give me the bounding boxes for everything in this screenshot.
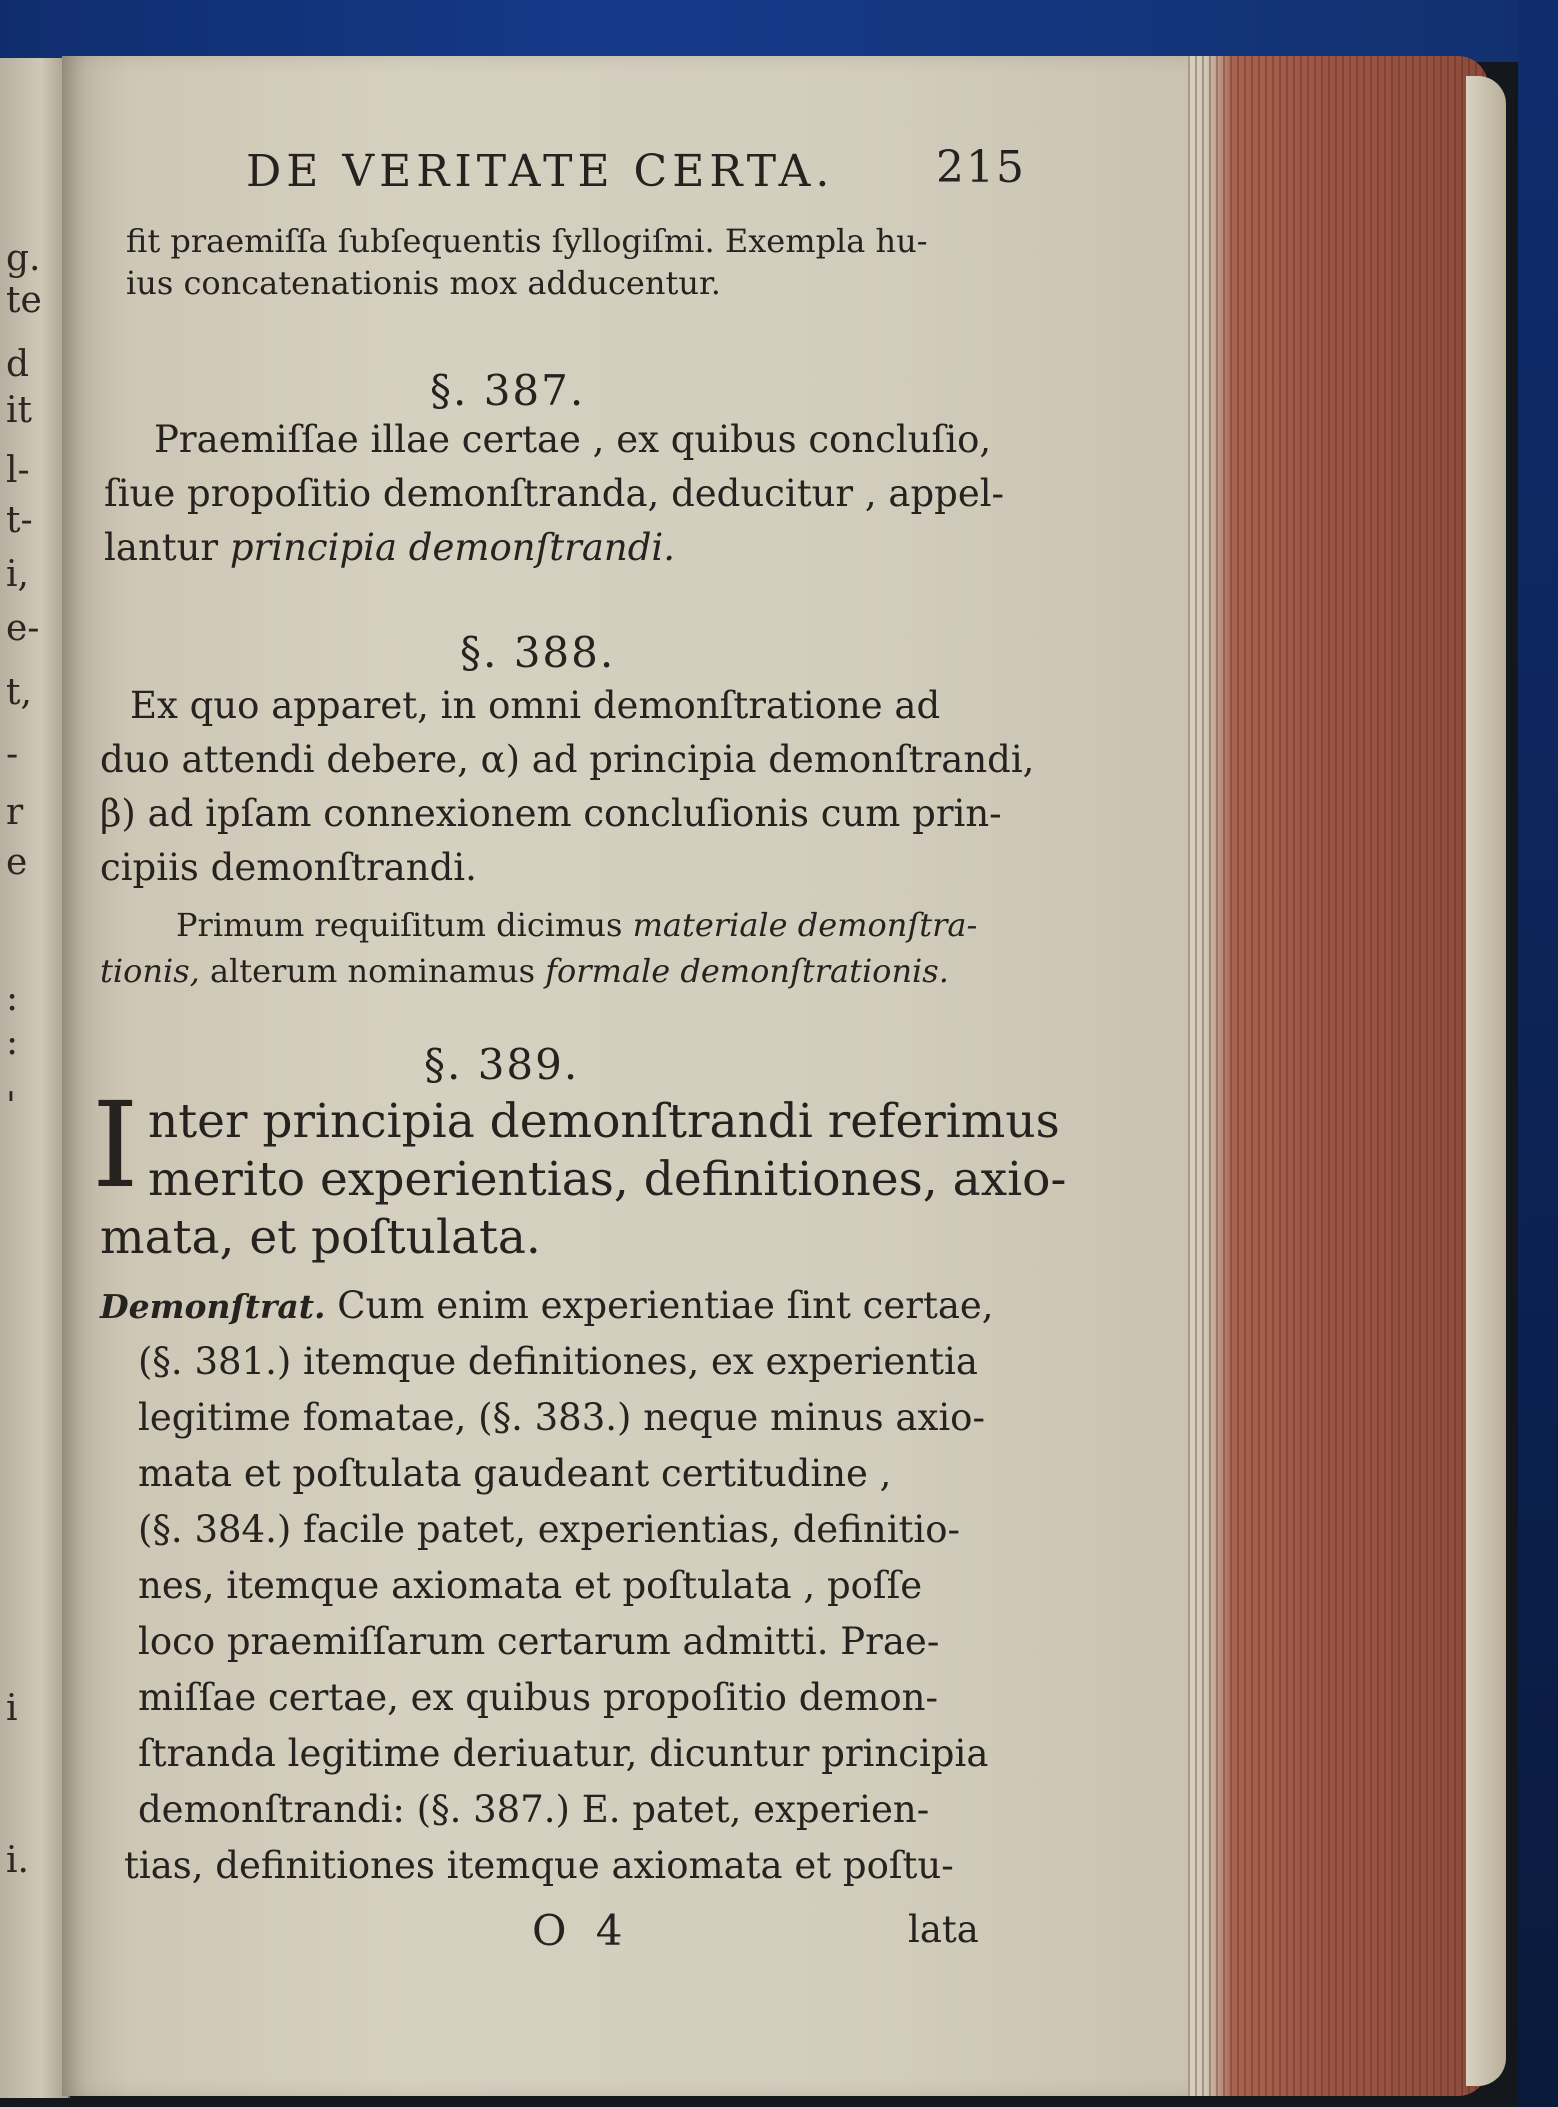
body-line: demonſtrandi: (§. 387.) E. patet, experien- — [138, 1788, 930, 1831]
italic-term: tionis, — [100, 952, 200, 990]
body-line: Praemiſſae illae certae , ex quibus concluſio, — [154, 418, 992, 461]
facing-fragment: it — [6, 390, 32, 431]
body-line: Ex quo apparet, in omni demonſtratione ad — [130, 684, 941, 727]
facing-fragment: : — [6, 978, 19, 1019]
section-heading-388: §. 388. — [460, 628, 616, 677]
body-line: legitime fomatae, (§. 383.) neque minus axio- — [138, 1396, 985, 1439]
body-line: (§. 384.) facile patet, experientias, definitio- — [138, 1508, 961, 1551]
section-heading-389: §. 389. — [424, 1040, 580, 1089]
body-line: ius concatenationis mox adducentur. — [126, 264, 721, 302]
body-line: duo attendi debere, α) ad principia demonſtrandi, — [100, 738, 1035, 781]
body-line: β) ad ipſam connexionem concluſionis cum prin- — [100, 792, 1002, 835]
photo-backdrop-right — [1518, 0, 1558, 2107]
thesis-line: merito experientias, definitiones, axio- — [148, 1152, 1067, 1207]
facing-fragment: : — [6, 1022, 19, 1063]
body-line: nes, itemque axiomata et poſtulata , poſſe — [138, 1564, 923, 1607]
facing-fragment: l- — [6, 450, 30, 491]
photo-backdrop-top — [0, 0, 1558, 62]
body-text: lantur — [104, 526, 219, 569]
facing-fragment: e — [6, 842, 28, 883]
facing-fragment: r — [6, 792, 24, 833]
note-text: Primum requiſitum dicimus — [176, 906, 623, 944]
facing-fragment: - — [6, 734, 19, 775]
body-line: miſſae certae, ex quibus propoſitio demon- — [138, 1676, 938, 1719]
italic-term: formale demonſtrationis. — [545, 952, 949, 990]
facing-fragment: t, — [6, 672, 32, 713]
body-line: cipiis demonſtrandi. — [100, 846, 477, 889]
facing-fragment: i. — [6, 1840, 29, 1881]
proof-label: Demonſtrat. — [100, 1287, 326, 1326]
italic-term: materiale demonſtra- — [632, 906, 978, 944]
facing-fragment: i, — [6, 554, 29, 595]
facing-fragment: i — [6, 1688, 18, 1729]
facing-fragment: g. — [6, 238, 41, 279]
page-edges — [1188, 56, 1488, 2096]
body-line: (§. 381.) itemque definitiones, ex experientia — [138, 1340, 978, 1383]
body-line: tias, definitiones itemque axiomata et poſtu- — [124, 1844, 954, 1887]
note-line-2 — [100, 952, 949, 990]
thesis-line: mata, et poſtulata. — [100, 1210, 541, 1265]
body-line: fit praemiſſa ſubſequentis ſyllogiſmi. Exempla hu- — [126, 222, 928, 260]
facing-fragment: te — [6, 280, 42, 321]
page-number: 215 — [936, 142, 1026, 193]
body-line: mata et poſtulata gaudeant certitudine , — [138, 1452, 892, 1495]
drop-cap: I — [92, 1076, 139, 1214]
page-edge-lip — [1466, 76, 1506, 2086]
note-text: alterum nominamus — [209, 952, 536, 990]
body-line: loco praemiſſarum certarum admitti. Prae- — [138, 1620, 940, 1663]
proof-line-1 — [100, 1284, 994, 1327]
proof-text: Cum enim experientiae ſint certae, — [337, 1284, 994, 1327]
body-line: ſiue propoſitio demonſtranda, deducitur , appel- — [104, 472, 1005, 515]
section-heading-387: §. 387. — [430, 366, 586, 415]
signature-mark: O 4 — [532, 1906, 631, 1955]
italic-term: principia demonſtrandi. — [229, 526, 675, 569]
facing-fragment: d — [6, 344, 30, 385]
facing-fragment: ' — [6, 1086, 16, 1127]
body-line: ſtranda legitime deriuatur, dicuntur principia — [138, 1732, 989, 1775]
note-line-1 — [176, 906, 977, 944]
thesis-line: nter principia demonſtrandi referimus — [148, 1094, 1060, 1149]
facing-fragment: e- — [6, 608, 40, 649]
body-line-387-3 — [104, 526, 675, 569]
catchword: lata — [908, 1908, 979, 1951]
running-head: DE VERITATE CERTA. — [246, 146, 835, 197]
facing-page-edge — [0, 58, 70, 2098]
facing-fragment: t- — [6, 500, 33, 541]
